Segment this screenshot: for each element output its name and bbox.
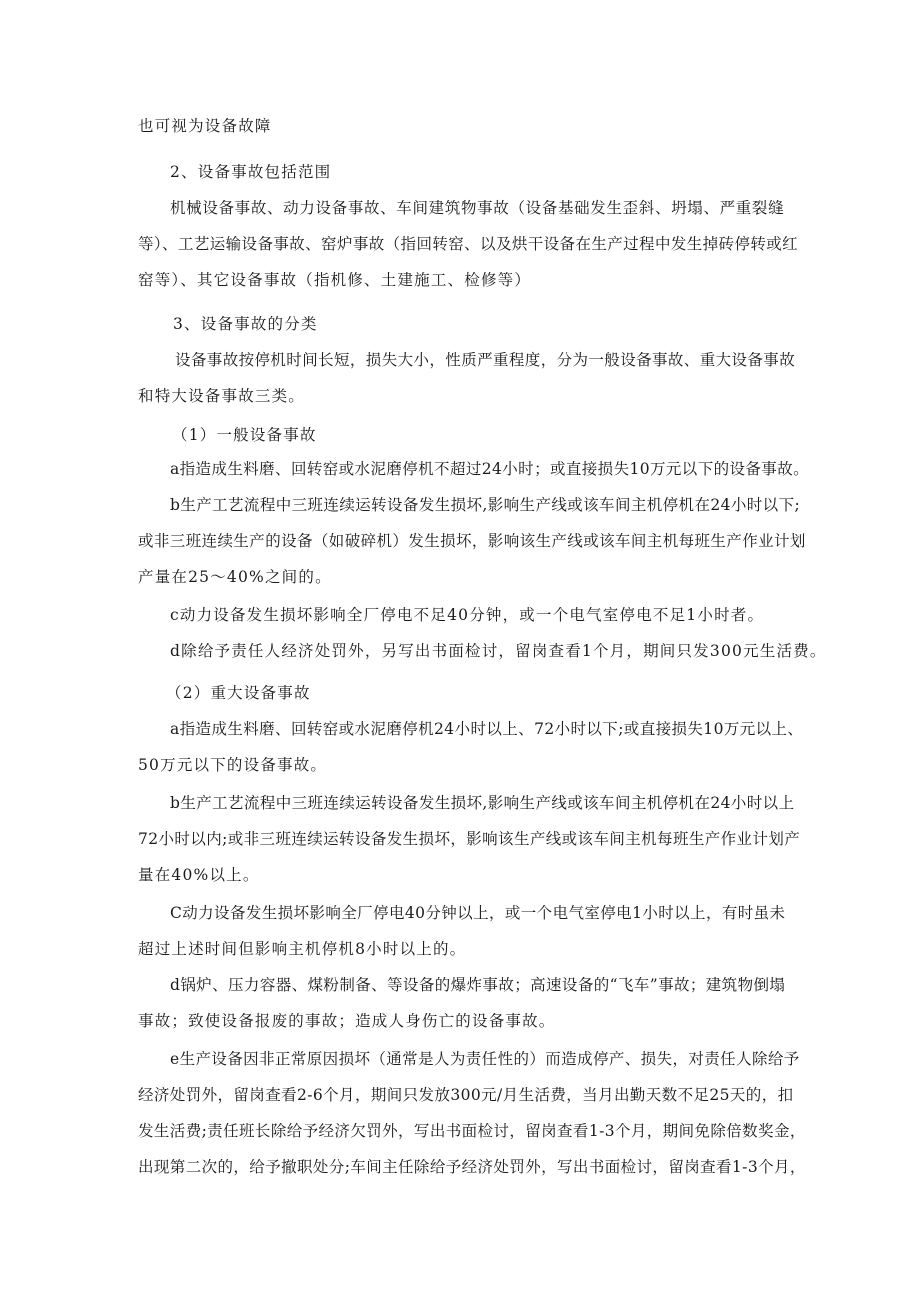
text-line: 产量在25～40%之间的。 xyxy=(138,568,332,586)
text-line: 和特大设备事故三类。 xyxy=(138,387,306,405)
text-line: 50万元以下的设备事故。 xyxy=(138,756,328,774)
text-line: 量在40%以上。 xyxy=(138,866,260,884)
subsection-heading: （2）重大设备事故 xyxy=(166,684,311,702)
text-line: d锅炉、压力容器、煤粉制备、等设备的爆炸事故；高速设备的“飞车”事故；建筑物倒塌 xyxy=(170,976,786,994)
text-line: 经济处罚外，留岗查看2-6个月，期间只发放300元/月生活费，当月出勤天数不足25天的，扣 xyxy=(138,1086,794,1104)
text-line: d除给予责任人经济处罚外，另写出书面检讨，留岗查看1个月，期间只发300元生活费。 xyxy=(170,642,827,660)
text-line: 超过上述时间但影响主机停机8小时以上的。 xyxy=(138,940,467,958)
text-line: a指造成生料磨、回转窑或水泥磨停机不超过24小时；或直接损失10万元以下的设备事故。 xyxy=(170,460,809,478)
text-line: 事故；致使设备报废的事故；造成人身伤亡的设备事故。 xyxy=(138,1012,556,1030)
section-heading: 3、设备事故的分类 xyxy=(173,315,318,333)
text-line: c动力设备发生损坏影响全厂停电不足40分钟，或一个电气室停电不足1小时者。 xyxy=(170,606,765,624)
section-heading: 2、设备事故包括范围 xyxy=(170,163,332,181)
text-line: b生产工艺流程中三班连续运转设备发生损坏,影响生产线或该车间主机停机在24小时以下; xyxy=(170,496,801,514)
subsection-heading: （1）一般设备事故 xyxy=(172,426,317,444)
text-line: 出现第二次的，给予撤职处分;车间主任除给予经济处罚外，写出书面检讨，留岗查看1-3个月， xyxy=(138,1158,806,1176)
text-line: b生产工艺流程中三班连续运转设备发生损坏,影响生产线或该车间主机停机在24小时以上 xyxy=(170,794,795,812)
text-line: a指造成生料磨、回转窑或水泥磨停机24小时以上、72小时以下;或直接损失10万元以上、 xyxy=(170,720,804,738)
text-line: 或非三班连续生产的设备（如破碎机）发生损坏，影响该生产线或该车间主机每班生产作业计划 xyxy=(138,532,806,550)
text-line: C动力设备发生损坏影响全厂停电40分钟以上，或一个电气室停电1小时以上，有时虽未 xyxy=(170,904,786,922)
text-line: e生产设备因非正常原因损坏（通常是人为责任性的）而造成停产、损失，对责任人除给予 xyxy=(170,1050,800,1068)
text-line: 机械设备事故、动力设备事故、车间建筑物事故（设备基础发生歪斜、坍塌、严重裂缝 xyxy=(170,199,784,217)
text-line: 72小时以内;或非三班连续运转设备发生损坏，影响该生产线或该车间主机每班生产作业计划产 xyxy=(138,830,801,848)
text-line: 发生活费;责任班长除给予经济欠罚外，写出书面检讨，留岗查看1-3个月，期间免除倍数奖金， xyxy=(138,1122,806,1140)
text-line: 窑等）、其它设备事故（指机修、土建施工、检修等） xyxy=(138,271,532,289)
text-line: 也可视为设备故障 xyxy=(138,117,272,135)
text-line: 设备事故按停机时间长短，损失大小，性质严重程度，分为一般设备事故、重大设备事故 xyxy=(175,351,796,369)
text-line: 等）、工艺运输设备事故、窑炉事故（指回转窑、以及烘干设备在生产过程中发生掉砖停转或红 xyxy=(138,235,799,253)
